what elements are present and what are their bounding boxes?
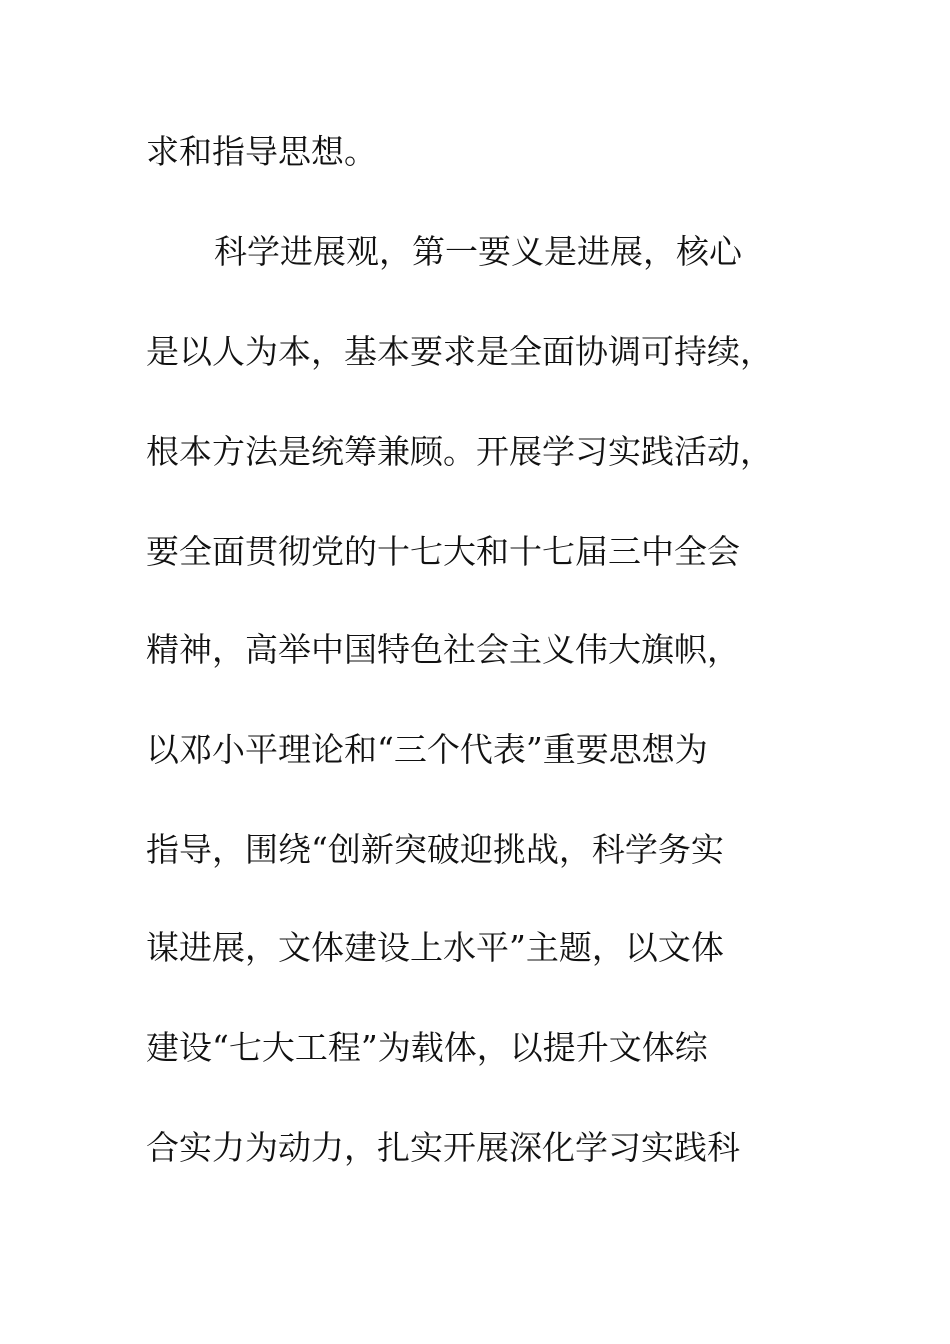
text-line-5: 要全面贯彻党的十七大和十七届三中全会 [146, 532, 740, 571]
text-line-6: 精神，高举中国特色社会主义伟大旗帜， [146, 630, 740, 669]
text-line-3: 是以人为本，基本要求是全面协调可持续， [146, 332, 773, 371]
text-line-2: 科学进展观，第一要义是进展，核心 [214, 232, 742, 271]
text-line-9: 谋进展，文体建设上水平”主题，以文体 [146, 928, 724, 967]
text-line-4: 根本方法是统筹兼顾。开展学习实践活动， [146, 432, 773, 471]
text-line-7: 以邓小平理论和“三个代表”重要思想为 [146, 730, 708, 769]
text-line-10: 建设“七大工程”为载体，以提升文体综 [146, 1028, 708, 1067]
text-line-11: 合实力为动力，扎实开展深化学习实践科 [146, 1128, 740, 1167]
text-line-1: 求和指导思想。 [146, 132, 377, 171]
text-line-8: 指导，围绕“创新突破迎挑战，科学务实 [146, 830, 724, 869]
